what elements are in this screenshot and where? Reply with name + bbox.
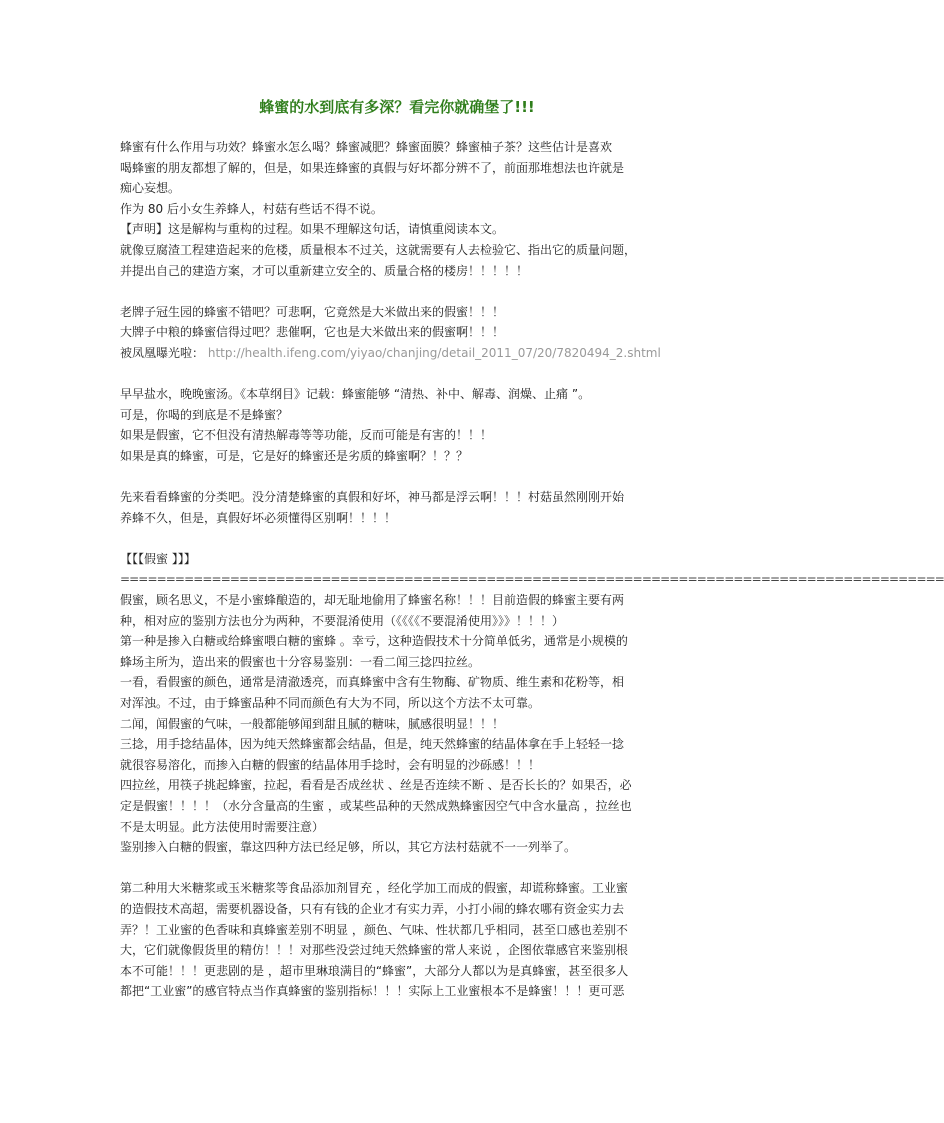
text-line: 都把“工业蜜”的感官特点当作真蜂蜜的鉴别指标！！！实际上工业蜜根本不是蜂蜜！！！更可恶 — [120, 984, 625, 999]
text-line: 第一种是掺入白糖或给蜂蜜喂白糖的蜜蜂 。幸亏，这种造假技术十分简单低劣，通常是小规模的 — [120, 634, 628, 649]
text-line: 弄？！工业蜜的色香味和真蜂蜜差别不明显 ，颜色、气味、性状都几乎相同，甚至口感也差别不 — [120, 922, 628, 937]
text-line: 老牌子冠生园的蜂蜜不错吧？可悲啊，它竟然是大米做出来的假蜜！！！ — [120, 304, 505, 319]
text-line: 不是太明显。此方法使用时需要注意） — [120, 819, 325, 834]
text-line: 大，它们就像假货里的精仿！！！对那些没尝过纯天然蜂蜜的常人来说 ，企图依靠感官来鉴别根 — [120, 943, 628, 958]
source-link[interactable]: http://health.ifeng.com/yiyao/chanjing/detail_2011_07/20/7820494_2.shtml — [207, 345, 661, 360]
text-line: 早早盐水，晚晚蜜汤。《本草纲目》记载：蜂蜜能够 “清热、补中、解毒、润燥、止痛 ”。 — [120, 387, 591, 402]
section3-block — [120, 487, 680, 528]
section2-block — [120, 384, 680, 466]
text-line: 并提出自己的建造方案，才可以重新建立安全的、质量合格的楼房！！！！！ — [120, 263, 529, 278]
section4-block — [120, 590, 680, 858]
text-line: 作为 80 后小女生养蜂人，村菇有些话不得不说。 — [120, 201, 383, 216]
text-line: 假蜜，顾名思义，不是小蜜蜂酿造的，却无耻地偷用了蜂蜜名称！！！目前造假的蜂蜜主要有两 — [120, 593, 625, 608]
source-label: 被凤凰曝光啦： — [120, 345, 205, 360]
text-line: 的造假技术高超，需要机器设备，只有有钱的企业才有实力弄，小打小闹的蜂农哪有资金实力去 — [120, 901, 625, 916]
text-line: 四拉丝，用筷子挑起蜂蜜，拉起，看看是否成丝状 、丝是否连续不断 、是否长长的？如果否，必 — [120, 778, 632, 793]
text-line: 养蜂不久，但是，真假好坏必须懂得区别啊！！！！ — [120, 510, 397, 525]
text-line: 二闻，闻假蜜的气味，一般都能够闻到甜且腻的糖味，腻感很明显！！！ — [120, 716, 505, 731]
intro-block — [120, 137, 680, 281]
text-line: 可是，你喝的到底是不是蜂蜜？ — [120, 407, 289, 422]
text-line: 痴心妄想。 — [120, 181, 181, 196]
divider-line: ========================================================================================== — [120, 572, 944, 587]
text-line: 先来看看蜂蜜的分类吧。没分清楚蜂蜜的真假和好坏，神马都是浮云啊！！！村菇虽然刚刚开始 — [120, 490, 625, 505]
text-line: 如果是假蜜，它不但没有清热解毒等等功能，反而可能是有害的！！！ — [120, 428, 493, 443]
text-line: 种，相对应的鉴别方法也分为两种，不要混淆使用（《《《《不要混淆使用》》》！！！） — [120, 613, 565, 628]
text-line: 鉴别掺入白糖的假蜜，靠这四种方法已经足够，所以，其它方法村菇就不一一列举了。 — [120, 840, 577, 855]
text-line: 定是假蜜！！！！（水分含量高的生蜜 ，或某些品种的天然成熟蜂蜜因空气中含水量高 ，拉丝也 — [120, 799, 632, 813]
text-line: 喝蜂蜜的朋友都想了解的，但是，如果连蜂蜜的真假与好坏都分辨不了，前面那堆想法也许就是 — [120, 160, 625, 175]
text-line: 【声明】这是解构与重构的过程。如果不理解这句话，请慎重阅读本文。 — [120, 222, 505, 237]
text-line: 一看，看假蜜的颜色，通常是清澈透亮，而真蜂蜜中含有生物酶、矿物质、维生素和花粉等，相 — [120, 675, 625, 690]
article-body — [120, 137, 944, 1002]
paragraph-gap — [120, 364, 680, 385]
paragraph-gap — [120, 467, 680, 488]
section5-block — [120, 878, 680, 1002]
brands-block — [120, 302, 680, 364]
text-line: 第二种用大米糖浆或玉米糖浆等食品添加剂冒充 ，经化学加工而成的假蜜，却谎称蜂蜜。工业蜜 — [120, 881, 628, 896]
source-line — [120, 343, 680, 364]
text-line: 本不可能！！！更悲剧的是 ，超市里琳琅满目的“蜂蜜”，大部分人都以为是真蜂蜜，甚至很多人 — [120, 963, 629, 978]
article-title: 蜂蜜的水到底有多深？看完你就确堡了!!! — [259, 98, 535, 116]
paragraph-gap — [120, 281, 680, 302]
text-line: 就像豆腐渣工程建造起来的危楼，质量根本不过关，这就需要有人去检验它、指出它的质量问题， — [120, 242, 637, 257]
text-line: 蜂场主所为，造出来的假蜜也十分容易鉴别：一看二闻三捻四拉丝。 — [120, 654, 481, 669]
text-line: 三捻，用手捻结晶体，因为纯天然蜂蜜都会结晶，但是，纯天然蜂蜜的结晶体拿在手上轻轻一捻 — [120, 737, 625, 752]
text-line: 蜂蜜有什么作用与功效？蜂蜜水怎么喝？蜂蜜减肥？蜂蜜面膜？蜂蜜柚子茶？这些估计是喜欢 — [120, 140, 613, 154]
section-heading: 【【【假蜜 】】】 — [120, 551, 196, 566]
paragraph-gap — [120, 528, 680, 549]
text-line: 如果是真的蜂蜜，可是，它是好的蜂蜜还是劣质的蜂蜜啊？！？？ — [120, 448, 469, 463]
text-line: 就很容易溶化，而掺入白糖的假蜜的结晶体用手捻时，会有明显的沙砾感！！！ — [120, 757, 541, 772]
text-line: 大牌子中粮的蜂蜜信得过吧？悲催啊，它也是大米做出来的假蜜啊！！！ — [120, 325, 505, 340]
paragraph-gap — [120, 858, 680, 879]
text-line: 对浑浊。不过，由于蜂蜜品种不同而颜色有大为不同，所以这个方法不太可靠。 — [120, 696, 541, 711]
